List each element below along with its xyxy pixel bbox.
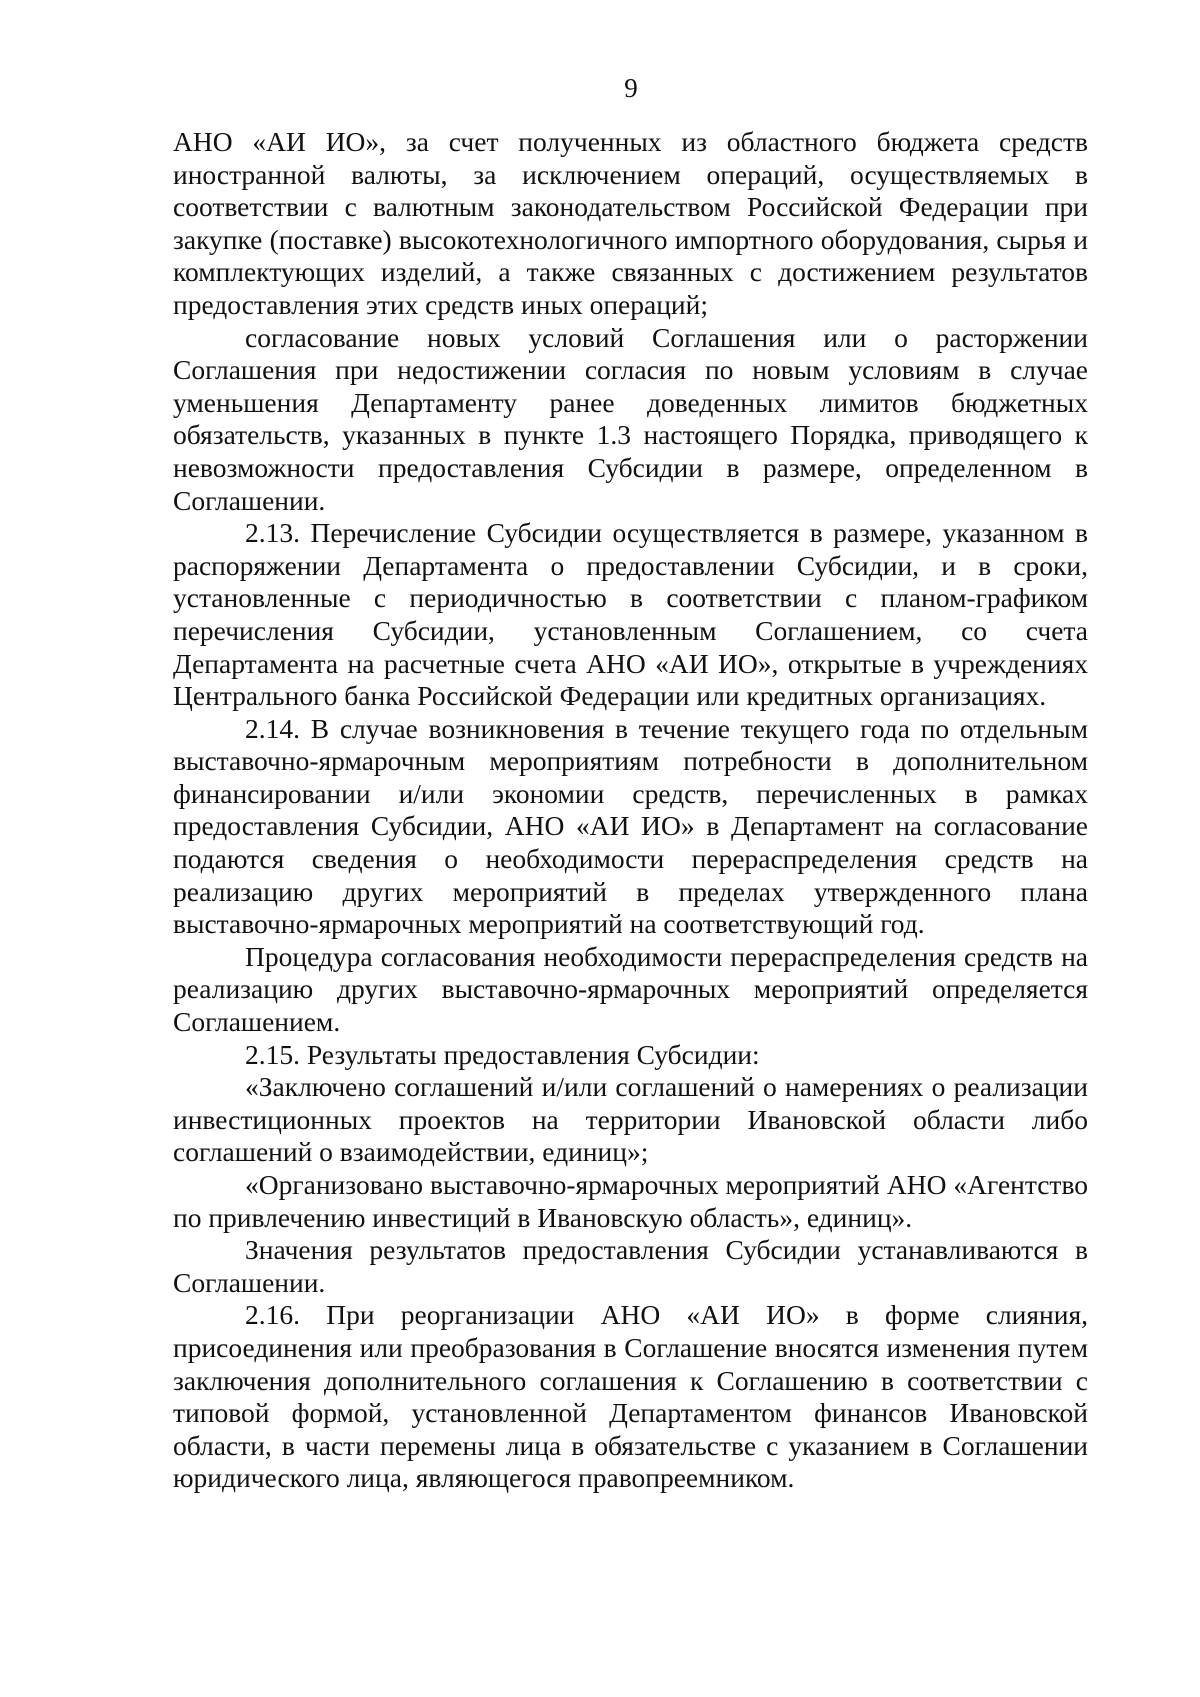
document-body (173, 126, 1088, 1495)
paragraph-result-values: Значения результатов предоставления Субсидии устанавливаются в Соглашении. (173, 1234, 1088, 1298)
paragraph-continuation: АНО «АИ ИО», за счет полученных из областного бюджета средств иностранной валюты, за исключением операций, осуществляемых в соответствии с валютным законодательством Российской Федерации при закупке (поставке) высокотехнологичного импортного оборудования, сырья и комплектующих изделий, а также связанных с достижением результатов предоставления этих средств иных операций; (173, 126, 1088, 320)
paragraph-2-16: 2.16. При реорганизации АНО «АИ ИО» в форме слияния, присоединения или преобразования в Соглашение вносятся изменения путем заключения дополнительного соглашения к Соглашению в соответствии с типовой формой, установленной Департаментом финансов Ивановской области, в части перемены лица в обязательстве с указанием в Соглашении юридического лица, являющегося правопреемником. (173, 1299, 1088, 1494)
paragraph-agreement-terms: согласование новых условий Соглашения или о расторжении Соглашения при недостижении согласия по новым условиям в случае уменьшения Департаменту ранее доведенных лимитов бюджетных обязательств, указанных в пункте 1.3 настоящего Порядка, приводящего к невозможности предоставления Субсидии в размере, определенном в Соглашении. (173, 321, 1088, 516)
page-number: 9 (624, 73, 638, 103)
paragraph-2-15: 2.15. Результаты предоставления Субсидии: (245, 1038, 760, 1070)
paragraph-2-14: 2.14. В случае возникновения в течение текущего года по отдельным выставочно-ярмарочным мероприятиям потребности в дополнительном финансировании и/или экономии средств, перечисленных в рамках предоставления Субсидии, АНО «АИ ИО» в Департамент на согласование подаются сведения о необходимости перераспределения средств на реализацию других мероприятий в пределах утвержденного плана выставочно-ярмарочных мероприятий на соответствующий год. (173, 712, 1088, 940)
paragraph-result-events: «Организовано выставочно-ярмарочных мероприятий АНО «Агентство по привлечению инвестиций в Ивановскую область», единиц». (173, 1169, 1088, 1233)
paragraph-result-agreements: «Заключено соглашений и/или соглашений о намерениях о реализации инвестиционных проектов на территории Ивановской области либо соглашений о взаимодействии, единиц»; (173, 1071, 1088, 1168)
paragraph-2-13: 2.13. Перечисление Субсидии осуществляется в размере, указанном в распоряжении Департамента о предоставлении Субсидии, и в сроки, установленные с периодичностью в соответствии с планом-графиком перечисления Субсидии, установленным Соглашением, со счета Департамента на расчетные счета АНО «АИ ИО», открытые в учреждениях Центрального банка Российской Федерации или кредитных организациях. (173, 517, 1088, 712)
paragraph-redistribution-procedure: Процедура согласования необходимости перераспределения средств на реализацию других выставочно-ярмарочных мероприятий определяется Соглашением. (173, 940, 1088, 1038)
